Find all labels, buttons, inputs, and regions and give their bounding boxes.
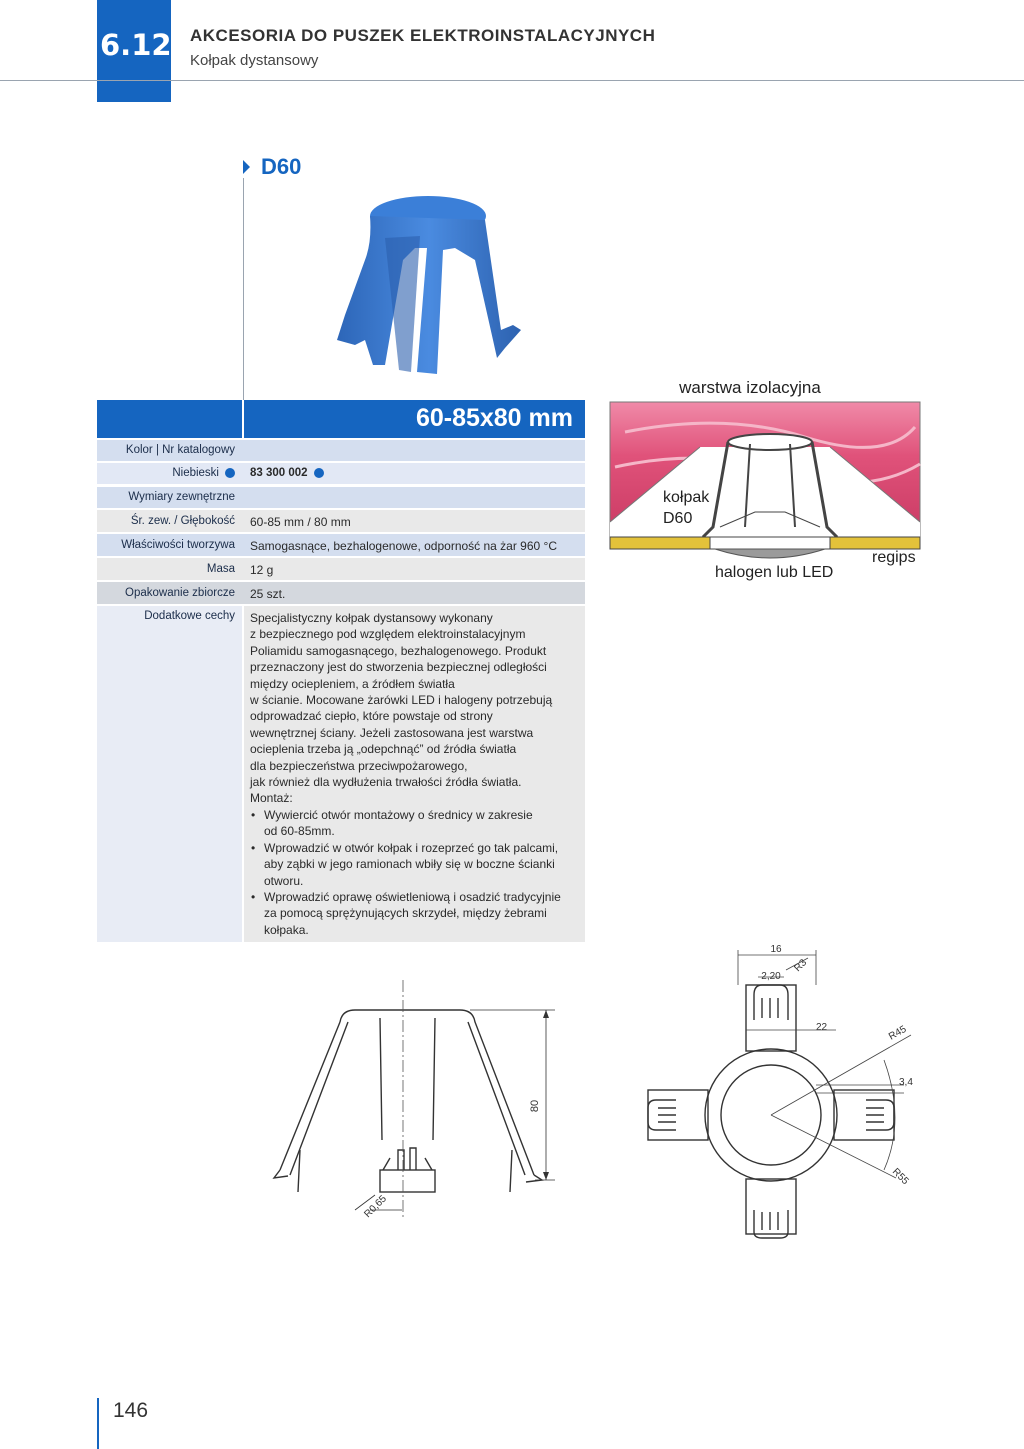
section-title: AKCESORIA DO PUSZEK ELEKTROINSTALACYJNYCH xyxy=(190,26,656,45)
description-line: dla bezpieczeństwa przeciwpożarowego, xyxy=(250,758,468,773)
label-cap-model: D60 xyxy=(663,510,693,527)
table-row xyxy=(97,606,585,942)
description-line: przeznaczony jest do stworzenia bezpiecznej odległości xyxy=(250,660,547,675)
table-row xyxy=(97,558,585,580)
color-swatch-icon xyxy=(314,468,324,478)
list-item: • Wprowadzić w otwór kołpak i rozeprzeć go tak palcami, aby ząbki w jego ramionach wbiły się w boczne ścianki otworu. xyxy=(264,840,585,889)
dim-22-label: 22 xyxy=(816,1022,828,1033)
row-label: Właściwości tworzywa xyxy=(121,539,235,551)
dim-r3-label: R3 xyxy=(792,957,810,975)
section-subtitle: Kołpak dystansowy xyxy=(190,52,319,69)
row-label: Dodatkowe cechy xyxy=(144,610,235,622)
section-number: 6.12 xyxy=(100,28,172,62)
row-label: Niebieski xyxy=(172,467,219,479)
product-name: D60 xyxy=(261,154,302,179)
dim-16-label: 16 xyxy=(770,944,782,955)
table-row xyxy=(97,582,585,604)
description-line: jak również dla wydłużenia trwałości źródła światła. xyxy=(250,775,522,790)
table-row xyxy=(97,510,585,532)
description-line: z bezpiecznego pod względem elektroinstalacyjnym xyxy=(250,627,526,642)
description-line: odprowadzać ciepło, które powstaje od strony xyxy=(250,709,493,724)
page-number: 146 xyxy=(113,1399,149,1422)
triangle-bullet-icon xyxy=(243,160,250,174)
dim-height-label: 80 xyxy=(529,1099,541,1113)
label-light-source: halogen lub LED xyxy=(715,564,834,581)
description-line: w ścianie. Mocowane żarówki LED i halogeny potrzebują xyxy=(250,693,553,708)
description-line: między ociepleniem, a źródłem światła xyxy=(250,676,455,691)
product-size: 60-85x80 mm xyxy=(415,404,573,432)
row-value: 12 g xyxy=(250,563,274,577)
header-divider xyxy=(0,80,1024,81)
dim-radius-label: R0,65 xyxy=(362,1193,389,1221)
description-line: Montaż: xyxy=(250,791,293,806)
product-photo xyxy=(325,190,530,380)
row-label: Opakowanie zbiorcze xyxy=(125,587,235,599)
description xyxy=(247,610,585,938)
color-swatch-icon xyxy=(225,468,235,478)
vertical-guide-line xyxy=(243,178,244,400)
dim-3-4-label: 3,4 xyxy=(899,1077,913,1088)
list-item: • Wprowadzić oprawę oświetleniową i osadzić tradycyjnie za pomocą sprężynujących skrzydeł, między żebrami kołpaka. xyxy=(264,889,585,938)
table-row xyxy=(97,440,585,461)
label-cap: kołpak xyxy=(663,489,710,506)
dim-2-20-label: 2,20 xyxy=(761,971,781,982)
row-label: Kolor | Nr katalogowy xyxy=(125,444,235,456)
table-row xyxy=(97,534,585,556)
row-value: 25 szt. xyxy=(250,587,286,601)
page-number-bar xyxy=(97,1398,99,1449)
table-header-row xyxy=(97,400,585,438)
label-drywall: regips xyxy=(872,549,916,566)
row-value: Samogasnące, bezhalogenowe, odporność na żar 960 °C xyxy=(250,539,558,553)
dim-r45-label: R45 xyxy=(887,1023,909,1043)
row-value: 60-85 mm / 80 mm xyxy=(250,515,351,529)
label-insulation: warstwa izolacyjna xyxy=(679,378,821,397)
row-label: Śr. zew. / Głębokość xyxy=(130,515,235,527)
description-line: ocieplenia trzeba ją „odepchnąć” od źródła światła xyxy=(250,742,517,757)
side-drawing xyxy=(270,970,560,1230)
description-line: wewnętrznej ściany. Jeżeli zastosowana jest warstwa xyxy=(250,725,534,740)
catalog-number: 83 300 002 xyxy=(250,467,308,479)
row-label: Masa xyxy=(206,563,235,575)
dim-r55-label: R55 xyxy=(889,1166,911,1188)
row-label: Wymiary zewnętrzne xyxy=(128,491,235,503)
table-row xyxy=(97,487,585,508)
table-row xyxy=(97,463,585,484)
list-item: • Wywiercić otwór montażowy o średnicy w zakresie od 60-85mm. xyxy=(264,807,585,840)
description-line: Specjalistyczny kołpak dystansowy wykonany xyxy=(250,611,493,625)
installation-diagram xyxy=(605,372,925,587)
install-steps xyxy=(250,807,585,938)
top-drawing xyxy=(636,940,926,1240)
description-line: Poliamidu samogasnącego, bezhalogenowego. Produkt xyxy=(250,643,547,658)
